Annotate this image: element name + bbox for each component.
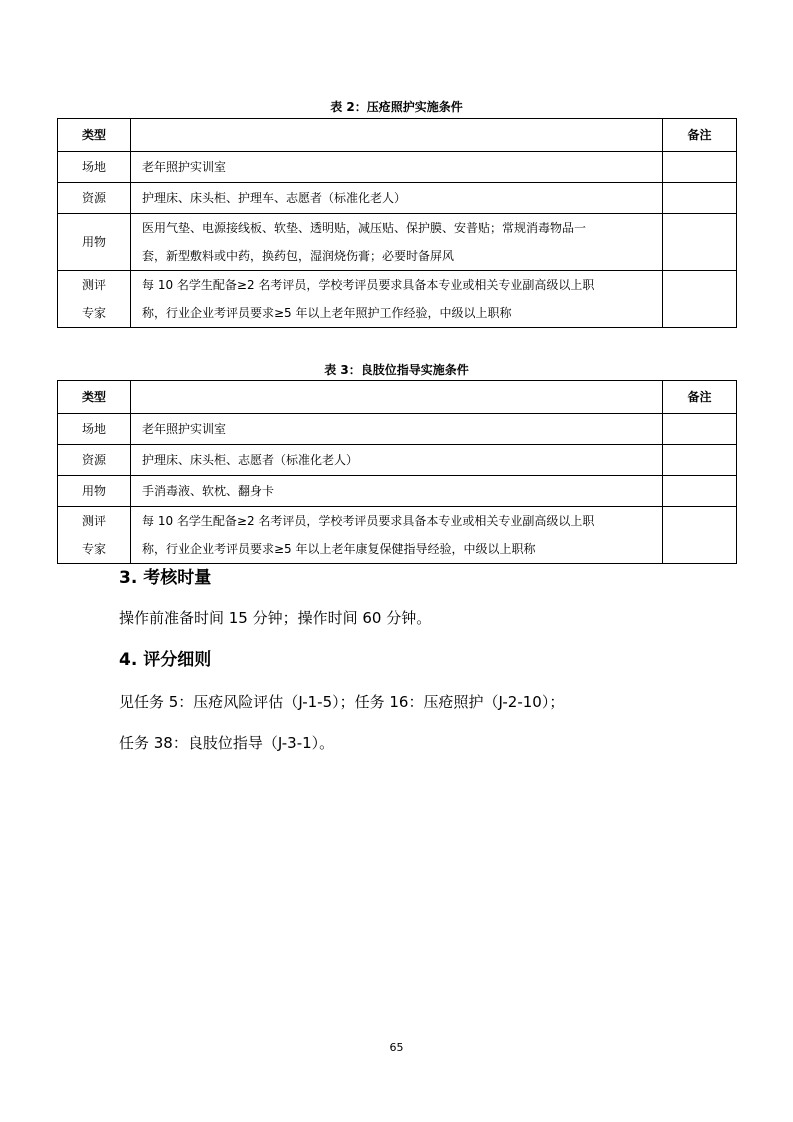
- row-content: 手消毒液、软枕、翻身卡: [131, 476, 663, 507]
- row-type: [58, 507, 131, 564]
- row-content: 老年照护实训室: [131, 414, 663, 445]
- row-note: [663, 214, 737, 271]
- table-header-row: [58, 119, 737, 152]
- row-content: [131, 507, 663, 564]
- content-line: 每 10 名学生配备≥2 名考评员，学校考评员要求具备本专业或相关专业副高级以上职: [142, 514, 595, 528]
- row-note: [663, 476, 737, 507]
- content-line: 称，行业企业考评员要求≥5 年以上老年照护工作经验，中级以上职称: [142, 306, 512, 320]
- table-row: [58, 152, 737, 183]
- row-note: [663, 414, 737, 445]
- table-row: [58, 214, 737, 271]
- type-line: 测评: [81, 514, 106, 528]
- row-note: [663, 271, 737, 328]
- header-content: [131, 119, 663, 152]
- content-line: 套，新型敷料或中药，换药包，湿润烧伤膏；必要时备屏风: [142, 249, 455, 263]
- row-type: 用物: [58, 214, 131, 271]
- row-type: 资源: [58, 445, 131, 476]
- table2: [57, 118, 737, 328]
- row-content: 护理床、床头柜、志愿者（标准化老人）: [131, 445, 663, 476]
- table-row: [58, 271, 737, 328]
- table2-caption: 表 2：压疮照护实施条件: [330, 100, 463, 114]
- row-content: [131, 214, 663, 271]
- row-note: [663, 507, 737, 564]
- row-type: 场地: [58, 414, 131, 445]
- table3: [57, 380, 737, 564]
- type-line: 专家: [81, 542, 106, 556]
- section3-heading: 3. 考核时量: [119, 568, 212, 588]
- table-row: [58, 507, 737, 564]
- row-type: [58, 271, 131, 328]
- row-content: 护理床、床头柜、护理车、志愿者（标准化老人）: [131, 183, 663, 214]
- header-note: 备注: [663, 119, 737, 152]
- content-line: 每 10 名学生配备≥2 名考评员，学校考评员要求具备本专业或相关专业副高级以上职: [142, 278, 595, 292]
- section4-heading: 4. 评分细则: [119, 650, 212, 670]
- row-note: [663, 152, 737, 183]
- table3-caption: 表 3：良肢位指导实施条件: [324, 363, 469, 377]
- table-row: [58, 183, 737, 214]
- header-content: [131, 381, 663, 414]
- row-type: 资源: [58, 183, 131, 214]
- table-row: [58, 414, 737, 445]
- header-type: 类型: [58, 381, 131, 414]
- type-line: 测评: [81, 278, 106, 292]
- header-note: 备注: [663, 381, 737, 414]
- type-line: 专家: [81, 306, 106, 320]
- table-row: [58, 445, 737, 476]
- content-line: 医用气垫、电源接线板、软垫、透明贴，减压贴、保护膜、安普贴；常规消毒物品一: [142, 221, 587, 235]
- table-row: [58, 476, 737, 507]
- row-note: [663, 183, 737, 214]
- row-type: 场地: [58, 152, 131, 183]
- content-line: 称，行业企业考评员要求≥5 年以上老年康复保健指导经验，中级以上职称: [142, 542, 536, 556]
- page-number: 65: [389, 1041, 404, 1054]
- section4-line2: 任务 38：良肢位指导（J-3-1）。: [119, 734, 335, 752]
- row-note: [663, 445, 737, 476]
- section3-text: 操作前准备时间 15 分钟；操作时间 60 分钟。: [119, 609, 432, 627]
- row-content: [131, 271, 663, 328]
- header-type: 类型: [58, 119, 131, 152]
- table-header-row: [58, 381, 737, 414]
- row-type: 用物: [58, 476, 131, 507]
- section4-line1: 见任务 5：压疮风险评估（J-1-5）；任务 16：压疮照护（J-2-10）；: [119, 693, 565, 711]
- row-content: 老年照护实训室: [131, 152, 663, 183]
